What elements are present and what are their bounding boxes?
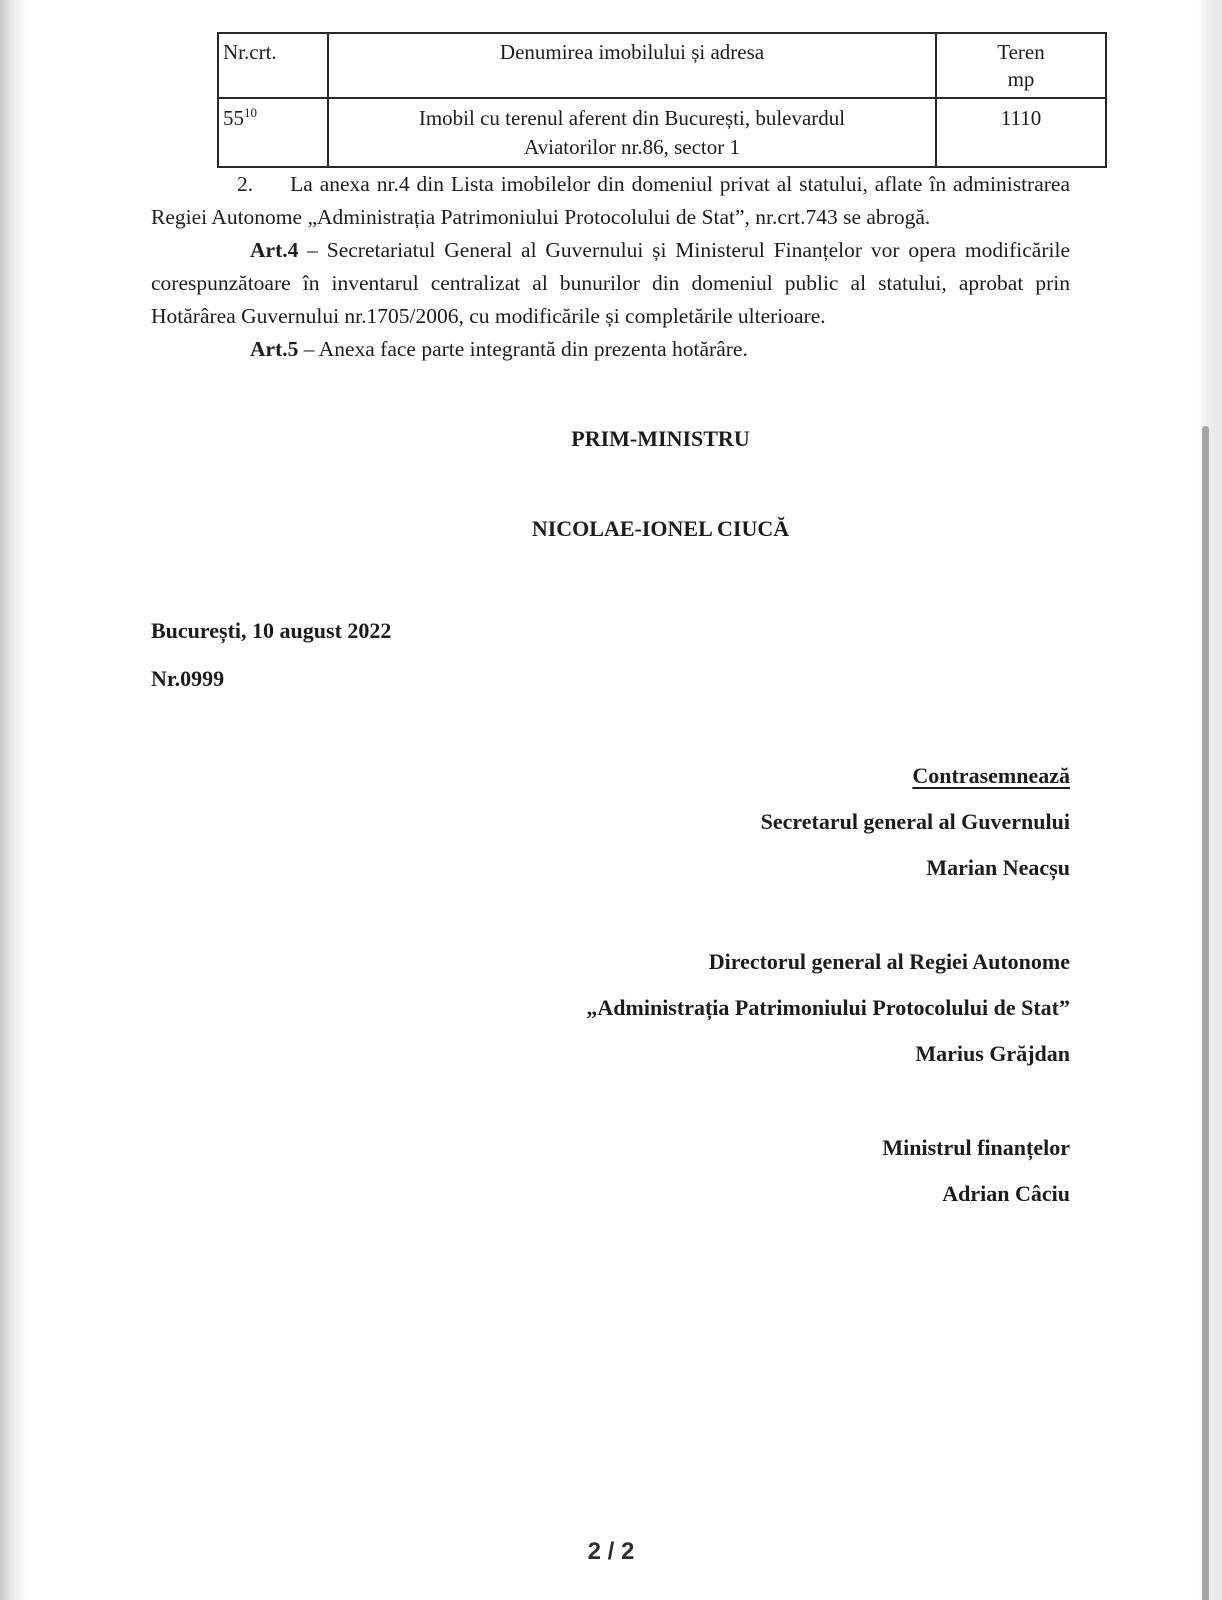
art-5-label: Art.5 (250, 337, 299, 361)
document-page (151, 0, 1070, 1206)
point-2-number: 2. (237, 172, 254, 196)
col-area-label-line2: mp (1007, 67, 1035, 91)
table-header-row (218, 33, 1106, 98)
page-number-indicator: 2 / 2 (587, 1538, 635, 1565)
annex-property-table (217, 32, 1107, 168)
cell-area (936, 98, 1106, 167)
document-number: Nr.0999 (151, 666, 225, 691)
paragraph-art-4 (151, 234, 1070, 333)
point-2-text: La anexa nr.4 din Lista imobilelor din domeniul privat al statului, aflate în administrarea Regiei Autonome „Administrația Patrimoniului Protocolului de Stat”, nr.crt.743 se abrogă. (151, 172, 1070, 229)
scrollbar-thumb[interactable] (1202, 426, 1209, 1600)
row-area-value: 1110 (1000, 106, 1042, 130)
row-description-line2: Aviatorilor nr.86, sector 1 (524, 135, 740, 159)
director-general-title-line1: Directorul general al Regiei Autonome (708, 949, 1070, 974)
row-description-line1: Imobil cu terenul aferent din București, bulevardul (418, 106, 846, 130)
paragraph-point-2 (151, 168, 1070, 234)
paragraph-art-5 (151, 333, 1070, 366)
art-4-label: Art.4 (250, 238, 299, 262)
prime-minister-title: PRIM-MINISTRU (571, 426, 750, 451)
finance-minister-name: Adrian Câciu (942, 1181, 1070, 1206)
place-and-date: București, 10 august 2022 (151, 618, 392, 643)
director-general-title-line2: „Administrația Patrimoniului Protocolului de Stat” (586, 995, 1070, 1020)
art-4-text: – Secretariatul General al Guvernului și Ministerul Finanțelor vor opera modificările corespunzătoare în inventarul centralizat al bunurilor din domeniul public al statului, aprobat prin Hotărârea Guvernului nr.1705/2006, cu modificările și completările ulterioare. (151, 238, 1070, 328)
header-cell-number (218, 33, 328, 98)
col-description-label: Denumirea imobilului și adresa (499, 40, 765, 64)
header-cell-description (328, 33, 936, 98)
director-general-name: Marius Grăjdan (915, 1041, 1070, 1066)
cell-description (328, 98, 936, 167)
row-number: 55 (223, 106, 244, 130)
secretary-general-name: Marian Neacșu (926, 855, 1070, 880)
header-cell-area (936, 33, 1106, 98)
col-number-label: Nr.crt. (223, 40, 277, 64)
art-5-text: – Anexa face parte integrantă din prezenta hotărâre. (298, 337, 748, 361)
row-number-superscript: 10 (244, 105, 257, 120)
col-area-label-line1: Teren (997, 40, 1045, 64)
secretary-general-title: Secretarul general al Guvernului (760, 809, 1070, 834)
countersign-heading: Contrasemnează (912, 763, 1070, 788)
table-row (218, 98, 1106, 167)
finance-minister-title: Ministrul finanțelor (882, 1135, 1070, 1160)
prime-minister-name: NICOLAE-IONEL CIUCĂ (531, 516, 790, 541)
cell-number (218, 98, 328, 167)
page-edge-shadow (0, 0, 30, 1600)
